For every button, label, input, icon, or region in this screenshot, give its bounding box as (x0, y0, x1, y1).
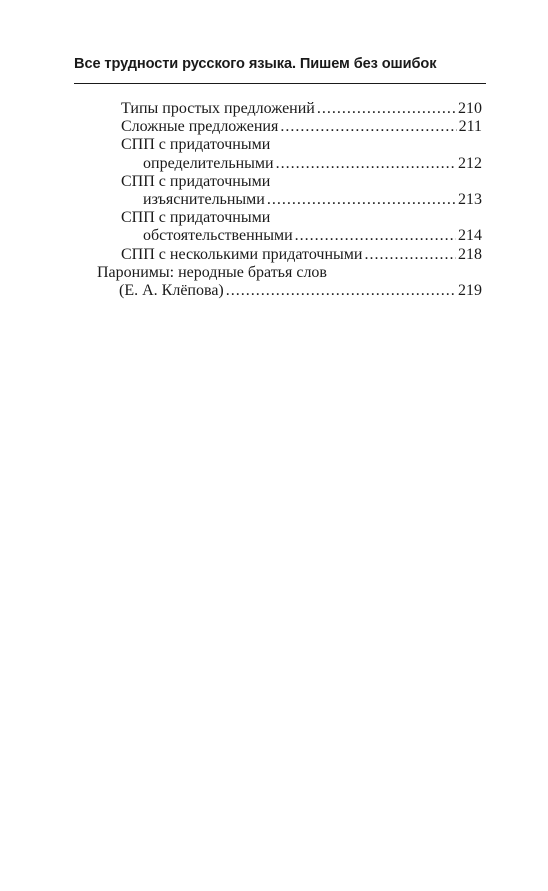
toc-entry-title: СПП с придаточными (121, 209, 271, 227)
toc-leader-dots (317, 100, 456, 118)
toc-leader-dots (226, 282, 456, 300)
toc-entry-title: Паронимы: неродные братья слов (97, 263, 327, 281)
toc-entry (97, 209, 482, 227)
toc-page-number: 218 (458, 245, 482, 263)
toc-leader-dots (267, 191, 456, 209)
toc-leader-dots (280, 118, 456, 136)
toc-entry-title: определительными (143, 154, 274, 172)
toc-entry-continuation (97, 227, 482, 245)
toc-entry-title: СПП с несколькими придаточными (121, 245, 363, 263)
toc-entry-title: (Е. А. Клёпова) (119, 281, 224, 299)
toc-page-number: 212 (458, 154, 482, 172)
running-header: Все трудности русского языка. Пишем без ошибок (74, 56, 437, 72)
toc-entry-title: Сложные предложения (121, 118, 279, 136)
toc-leader-dots (295, 227, 456, 245)
toc-entry-title: изъяснительными (143, 190, 265, 208)
toc-leader-dots (276, 155, 456, 173)
toc-page-number: 213 (458, 190, 482, 208)
toc-entry (97, 136, 482, 154)
toc-entry (97, 173, 482, 191)
toc-entry-title: СПП с придаточными (121, 136, 271, 154)
toc-page-number: 210 (458, 100, 482, 117)
table-of-contents (97, 100, 482, 300)
toc-entry-continuation (97, 155, 482, 173)
toc-entry (97, 264, 482, 282)
toc-entry-title: СПП с придаточными (121, 172, 271, 190)
toc-page-number: 211 (458, 118, 482, 136)
toc-entry (97, 246, 482, 264)
header-rule (74, 83, 486, 84)
toc-page-number: 214 (458, 227, 482, 245)
toc-entry-title: обстоятельственными (143, 227, 293, 245)
toc-entry-continuation (97, 282, 482, 300)
toc-entry-continuation (97, 191, 482, 209)
toc-entry-title: Типы простых предложений (121, 100, 315, 117)
toc-leader-dots (364, 246, 456, 264)
toc-entry (97, 100, 482, 118)
toc-entry (97, 118, 482, 136)
toc-page-number: 219 (458, 281, 482, 299)
